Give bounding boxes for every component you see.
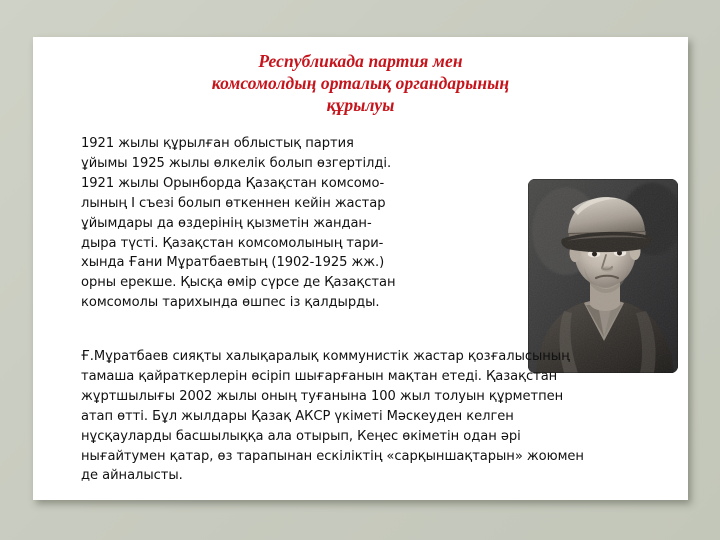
paragraph-one-line-5: ұйымдары да өздерінің қызметін жандан- (81, 215, 372, 231)
paragraph-one-line-6: дыра түсті. Қазақстан комсомолының тари- (81, 235, 384, 251)
page-title-line-2: комсомолдың орталық органдарының (211, 73, 510, 93)
paragraph-two-line-7: де айналысты. (81, 468, 183, 484)
slide-content-card (33, 37, 688, 500)
paragraph-one-line-3: 1921 жылы Орынборда Қазақстан комсомо- (81, 175, 385, 191)
portrait-photo (528, 179, 678, 373)
paragraph-one-line-7: хында Ғани Мұратбаевтың (1902-1925 жж.) (81, 255, 385, 271)
paragraph-two (81, 347, 681, 486)
page-title-line-1: Республикада партия мен (258, 51, 463, 71)
paragraph-one-line-1: 1921 жылы құрылған облыстық партия (81, 136, 354, 151)
page-title (148, 50, 573, 116)
paragraph-one-line-9: комсомолы тарихында өшпес із қалдырды. (81, 295, 380, 311)
paragraph-one-line-2: ұйымы 1925 жылы өлкелік болып өзгертілді. (81, 155, 392, 171)
page-title-line-3: құрылуы (326, 95, 395, 115)
paragraph-two-line-3: жұртшылығы 2002 жылы оның туғанына 100 жыл толуын құрметпен (81, 388, 564, 404)
paragraph-two-line-4: атап өтті. Бұл жылдары Қазақ АКСР үкіметі Мәскеуден келген (81, 408, 514, 424)
portrait-figure (528, 179, 678, 373)
paragraph-one-line-8: орны ерекше. Қысқа өмір сүрсе де Қазақстан (81, 275, 396, 291)
paragraph-two-line-1: Ғ.Мұратбаев сияқты халықаралық коммунистік жастар қозғалысының (81, 349, 570, 364)
portrait-illustration (528, 179, 678, 373)
paragraph-two-line-5: нұсқауларды басшылыққа ала отырып, Кеңес өкіметін одан әрі (81, 428, 521, 444)
paragraph-one-line-4: лының I съезі болып өткеннен кейін жастар (81, 195, 386, 211)
paragraph-one (81, 134, 441, 313)
paragraph-two-line-2: тамаша қайраткерлерін өсіріп шығарғанын мақтан етеді. Қазақстан (81, 368, 558, 384)
paragraph-two-line-6: нығайтумен қатар, өз тарапынан ескіліктің «сарқыншақтарын» жоюмен (81, 448, 584, 464)
